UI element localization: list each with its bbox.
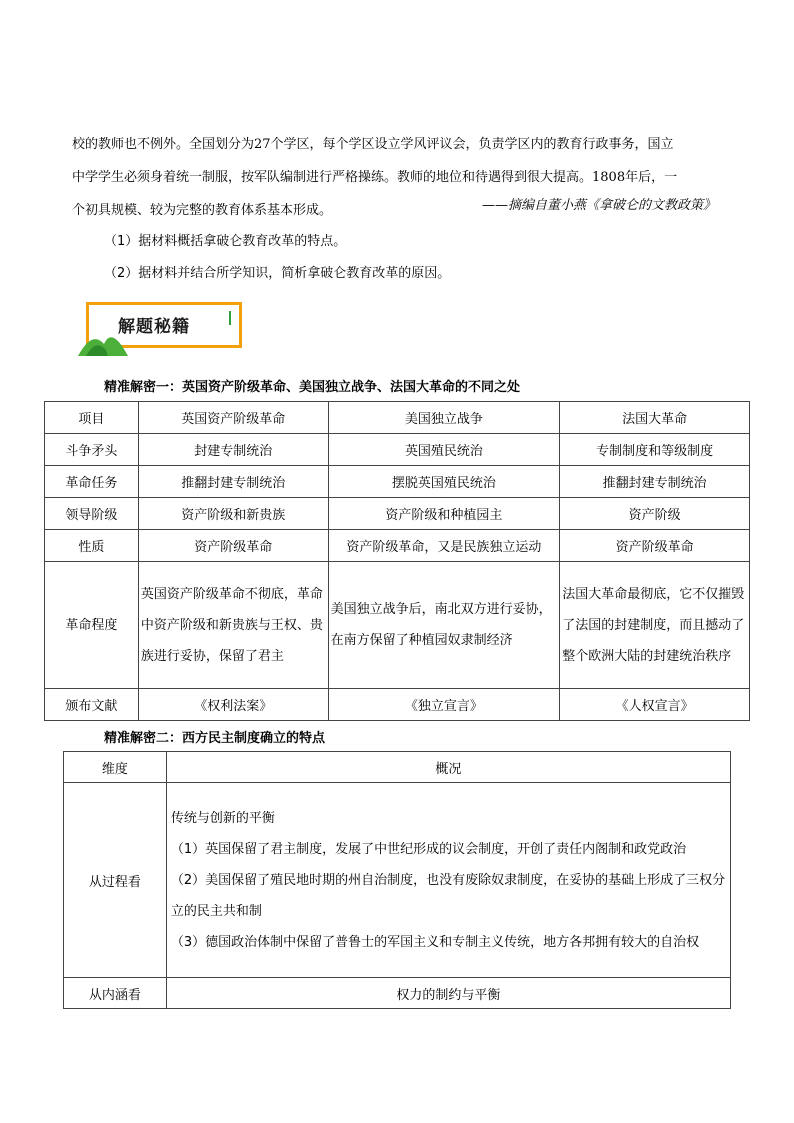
table-cell: 颁布文献 xyxy=(45,689,139,721)
section-banner xyxy=(78,302,248,354)
table-cell: 资产阶级和种植园主 xyxy=(328,498,560,530)
table-cell: 资产阶级革命 xyxy=(560,530,750,562)
table-cell: 摆脱英国殖民统治 xyxy=(328,466,560,498)
table-cell: 性质 xyxy=(45,530,139,562)
table-cell: 资产阶级革命，又是民族独立运动 xyxy=(328,530,560,562)
table-row xyxy=(64,783,731,978)
table-cell: 《人权宣言》 xyxy=(560,689,750,721)
table-cell: 斗争矛头 xyxy=(45,434,139,466)
table-cell: 美国独立战争后，南北双方进行妥协，在南方保留了种植园奴隶制经济 xyxy=(328,562,560,689)
material-line: 个初具规模、较为完整的教育体系基本形成。 xyxy=(72,203,333,218)
table-cell: 资产阶级 xyxy=(560,498,750,530)
section2-title: 精准解密二：西方民主制度确立的特点 xyxy=(104,731,326,746)
table-cell: 革命程度 xyxy=(45,562,139,689)
table-cell: 法国大革命 xyxy=(560,402,750,434)
table-header-row xyxy=(45,402,750,434)
table-row xyxy=(45,530,750,562)
table-cell: 《权利法案》 xyxy=(138,689,328,721)
table-cell: 维度 xyxy=(64,752,167,783)
table-cell-detail xyxy=(166,783,730,978)
table-cell: 革命任务 xyxy=(45,466,139,498)
table-row xyxy=(45,498,750,530)
material-source: ——摘编自董小燕《拿破仑的文教政策》 xyxy=(481,198,716,213)
question-1: （1）据材料概括拿破仑教育改革的特点。 xyxy=(104,234,347,249)
table-cell: 领导阶级 xyxy=(45,498,139,530)
table-cell: 项目 xyxy=(45,402,139,434)
section1-title: 精准解密一：英国资产阶级革命、美国独立战争、法国大革命的不同之处 xyxy=(104,380,521,395)
material-line: 校的教师也不例外。全国划分为27个学区，每个学区设立学风评议会，负责学区内的教育行政事务，国立 xyxy=(72,137,674,152)
table-row xyxy=(64,978,731,1009)
banner-title: 解题秘籍 xyxy=(118,317,190,337)
table-header-row xyxy=(64,752,731,783)
table-cell: 推翻封建专制统治 xyxy=(138,466,328,498)
table-cell: 封建专制统治 xyxy=(138,434,328,466)
table-cell: 资产阶级革命 xyxy=(138,530,328,562)
table-cell: 英国资产阶级革命不彻底，革命中资产阶级和新贵族与王权、贵族进行妥协，保留了君主 xyxy=(138,562,328,689)
table-cell: 英国殖民统治 xyxy=(328,434,560,466)
table-cell: 概况 xyxy=(166,752,730,783)
table-cell: 专制制度和等级制度 xyxy=(560,434,750,466)
revolution-comparison-table xyxy=(44,401,750,721)
table-row xyxy=(45,434,750,466)
table-cell: 法国大革命最彻底，它不仅摧毁了法国的封建制度，而且撼动了整个欧洲大陆的封建统治秩序 xyxy=(560,562,750,689)
table-row xyxy=(45,466,750,498)
detail-line: （1）英国保留了君主制度，发展了中世纪形成的议会制度，开创了责任内阁制和政党政治 xyxy=(170,841,687,857)
banner-accent-mark xyxy=(229,311,231,325)
table-cell: 从内涵看 xyxy=(64,978,167,1009)
table-cell: 权力的制约与平衡 xyxy=(166,978,730,1009)
democracy-features-table xyxy=(63,751,731,1009)
table-cell: 资产阶级和新贵族 xyxy=(138,498,328,530)
table-cell: 英国资产阶级革命 xyxy=(138,402,328,434)
detail-line: 传统与创新的平衡 xyxy=(170,810,275,826)
table-cell: 《独立宣言》 xyxy=(328,689,560,721)
detail-line: （3）德国政治体制中保留了普鲁士的军国主义和专制主义传统，地方各邦拥有较大的自治权 xyxy=(170,934,700,950)
detail-line: （2）美国保留了殖民地时期的州自治制度，也没有废除奴隶制度，在妥协的基础上形成了三权分立的民主共和制 xyxy=(170,872,726,919)
table-row xyxy=(45,689,750,721)
table-cell: 从过程看 xyxy=(64,783,167,978)
question-2: （2）据材料并结合所学知识，简析拿破仑教育改革的原因。 xyxy=(104,266,451,281)
material-line: 中学学生必须身着统一制服，按军队编制进行严格操练。教师的地位和待遇得到很大提高。1808年后，一 xyxy=(72,170,678,185)
table-cell: 美国独立战争 xyxy=(328,402,560,434)
table-cell: 推翻封建专制统治 xyxy=(560,466,750,498)
table-row xyxy=(45,562,750,689)
